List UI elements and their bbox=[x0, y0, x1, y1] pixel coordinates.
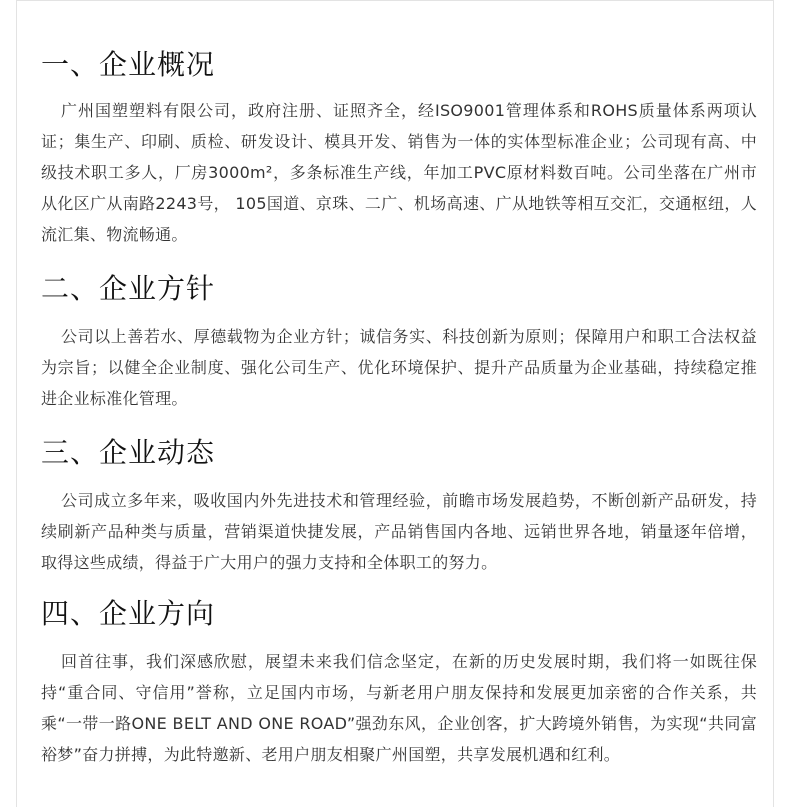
section-body-policy: 公司以上善若水、厚德载物为企业方针；诚信务实、科技创新为原则；保障用户和职工合法权益为宗旨；以健全企业制度、强化公司生产、优化环境保护、提升产品质量为企业基础，持续稳定推进企业标准化管理。 bbox=[41, 327, 757, 408]
section-body-news: 公司成立多年来，吸收国内外先进技术和管理经验，前瞻市场发展趋势，不断创新产品研发，持续刷新产品种类与质量，营销渠道快捷发展，产品销售国内各地、远销世界各地，销量逐年倍增，取得这些成绩，得益于广大用户的强力支持和全体职工的努力。 bbox=[41, 491, 757, 572]
section-news bbox=[41, 435, 757, 578]
section-body-overview: 广州国塑塑料有限公司，政府注册、证照齐全，经ISO9001管理体系和ROHS质量体系两项认证；集生产、印刷、质检、研发设计、模具开发、销售为一体的实体型标准企业；公司现有高、中级技术职工多人，厂房3000m²，多条标准生产线，年加工PVC原材料数百吨。公司坐落在广州市从化区广从南路2243号， 105国道、京珠、二广、机场高速、广从地铁等相互交汇，交通枢纽，人流汇集、物流畅通。 bbox=[41, 101, 757, 244]
section-direction bbox=[41, 596, 757, 770]
article-page bbox=[16, 0, 774, 807]
section-title-direction: 四、企业方向 bbox=[41, 597, 216, 630]
section-title-news: 三、企业动态 bbox=[41, 436, 216, 469]
section-title-overview: 一、企业概况 bbox=[41, 48, 216, 81]
section-policy bbox=[41, 271, 757, 414]
section-overview bbox=[41, 47, 757, 250]
section-title-policy: 二、企业方针 bbox=[41, 272, 216, 305]
section-body-direction: 回首往事，我们深感欣慰，展望未来我们信念坚定，在新的历史发展时期，我们将一如既往保持“重合同、守信用”誉称，立足国内市场，与新老用户朋友保持和发展更加亲密的合作关系，共乘“一带一路ONE BELT AND ONE ROAD”强劲东风，企业创客，扩大跨境外销售，为实现“共同富裕梦”奋力拼搏，为此特邀新、老用户朋友相聚广州国塑，共享发展机遇和红利。 bbox=[41, 652, 757, 764]
